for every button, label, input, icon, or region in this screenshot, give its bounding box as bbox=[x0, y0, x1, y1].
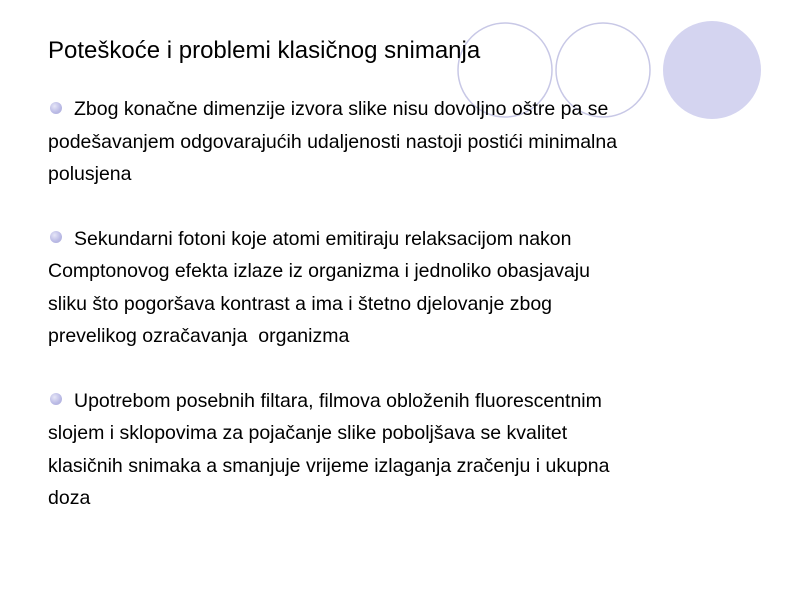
circle-bullet-icon bbox=[50, 231, 62, 243]
bullet-1-line-3: polusjena bbox=[48, 163, 132, 185]
circle-bullet-icon bbox=[50, 393, 62, 405]
bullet-3-line-2: slojem i sklopovima za pojačanje slike poboljšava se kvalitet bbox=[48, 422, 568, 444]
bullet-2-line-3: sliku što pogoršava kontrast a ima i štetno djelovanje zbog bbox=[48, 292, 553, 315]
bullet-list bbox=[48, 93, 768, 547]
bullet-item-2 bbox=[48, 223, 768, 353]
circle-bullet-icon bbox=[50, 102, 62, 114]
slide-title: Poteškoće i problemi klasičnog snimanja bbox=[48, 37, 481, 64]
bullet-3-line-4: doza bbox=[48, 487, 91, 509]
bullet-2-line-2: Comptonovog efekta izlaze iz organizma i jednoliko obasjavaju bbox=[48, 260, 590, 282]
bullet-3-line-3: klasičnih snimaka a smanjuje vrijeme izlaganja zračenju i ukupna bbox=[48, 454, 610, 477]
bullet-3-line-1: Upotrebom posebnih filtara, filmova obloženih fluorescentnim bbox=[74, 389, 602, 412]
bullet-item-3 bbox=[48, 385, 768, 515]
bullet-2-line-1: Sekundarni fotoni koje atomi emitiraju relaksacijom nakon bbox=[74, 227, 572, 250]
bullet-item-1 bbox=[48, 93, 768, 191]
bullet-2-line-4: prevelikog ozračavanja organizma bbox=[48, 325, 350, 347]
bullet-1-line-2: podešavanjem odgovarajućih udaljenosti nastoji postići minimalna bbox=[48, 130, 618, 153]
bullet-1-line-1: Zbog konačne dimenzije izvora slike nisu dovoljno oštre pa se bbox=[74, 98, 609, 120]
